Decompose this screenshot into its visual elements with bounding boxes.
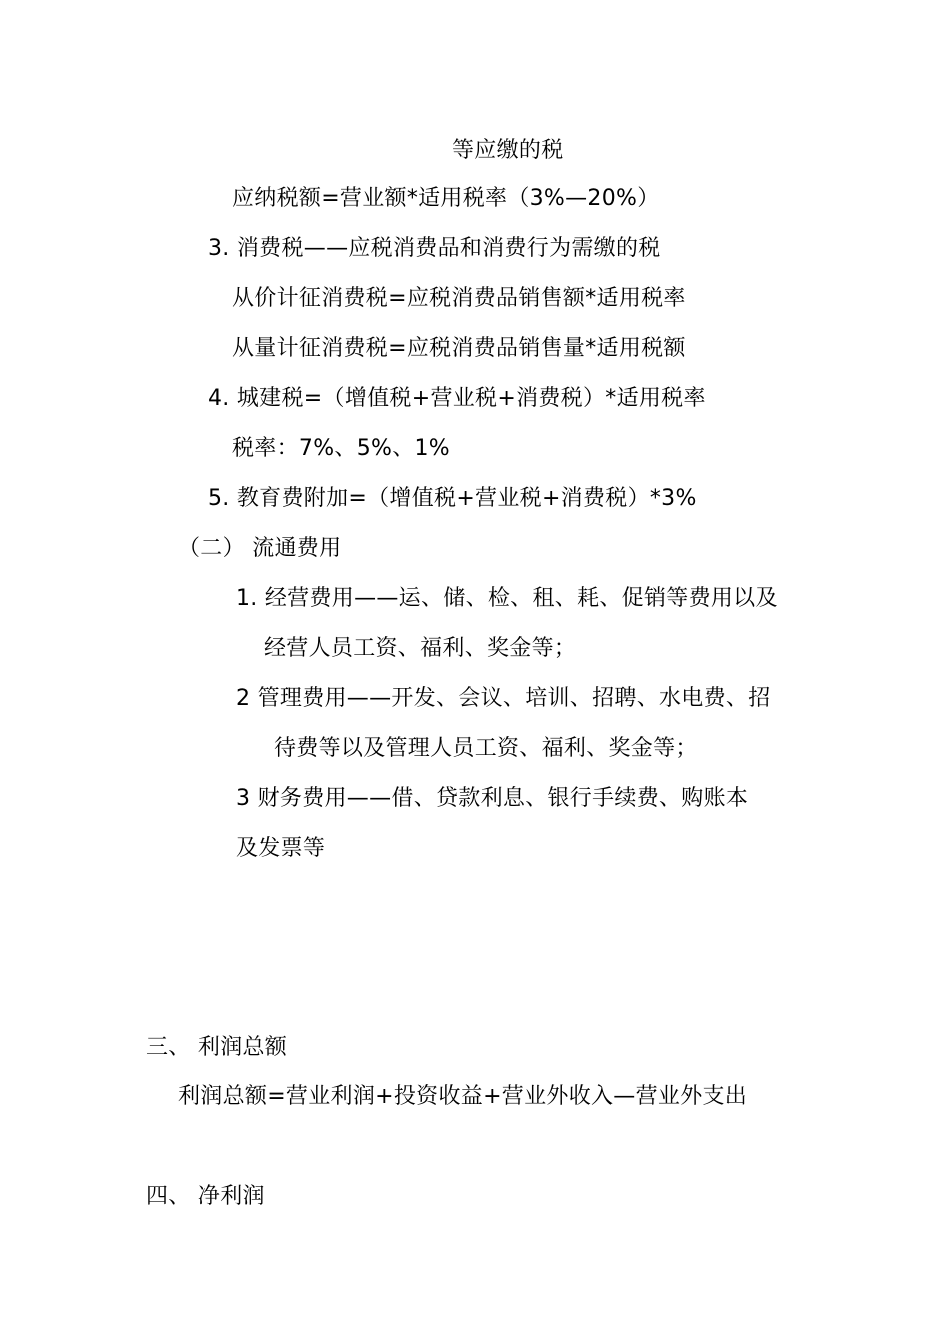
section-heading-circulation-costs: （二） 流通费用 — [178, 536, 342, 561]
line-continuation-tax: 等应缴的税 — [452, 138, 564, 163]
line-tax-rates: 税率：7%、5%、1% — [232, 436, 451, 461]
section-heading-total-profit: 三、 利润总额 — [146, 1035, 288, 1060]
line-consumption-tax-heading: 3. 消费税——应税消费品和消费行为需缴的税 — [208, 236, 661, 261]
line-total-profit-formula: 利润总额=营业利润+投资收益+营业外收入—营业外支出 — [178, 1084, 748, 1109]
line-management-expenses: 2 管理费用——开发、会议、培训、招聘、水电费、招 — [236, 686, 771, 711]
section-heading-net-profit: 四、 净利润 — [146, 1184, 265, 1209]
line-operating-expenses: 1. 经营费用——运、储、检、租、耗、促销等费用以及 — [236, 586, 778, 611]
line-management-expenses-cont: 待费等以及管理人员工资、福利、奖金等； — [274, 736, 698, 761]
line-operating-expenses-cont: 经营人员工资、福利、奖金等； — [264, 636, 577, 661]
line-specific-formula: 从量计征消费税=应税消费品销售量*适用税额 — [232, 336, 686, 361]
line-ad-valorem-formula: 从价计征消费税=应税消费品销售额*适用税率 — [232, 286, 686, 311]
line-urban-construction-tax: 4. 城建税=（增值税+营业税+消费税）*适用税率 — [208, 386, 706, 411]
line-financial-expenses-cont: 及发票等 — [236, 836, 326, 861]
line-business-tax-formula: 应纳税额=营业额*适用税率（3%—20%） — [232, 186, 660, 211]
line-financial-expenses: 3 财务费用——借、贷款利息、银行手续费、购账本 — [236, 786, 749, 811]
line-education-surcharge: 5. 教育费附加=（增值税+营业税+消费税）*3% — [208, 486, 697, 511]
